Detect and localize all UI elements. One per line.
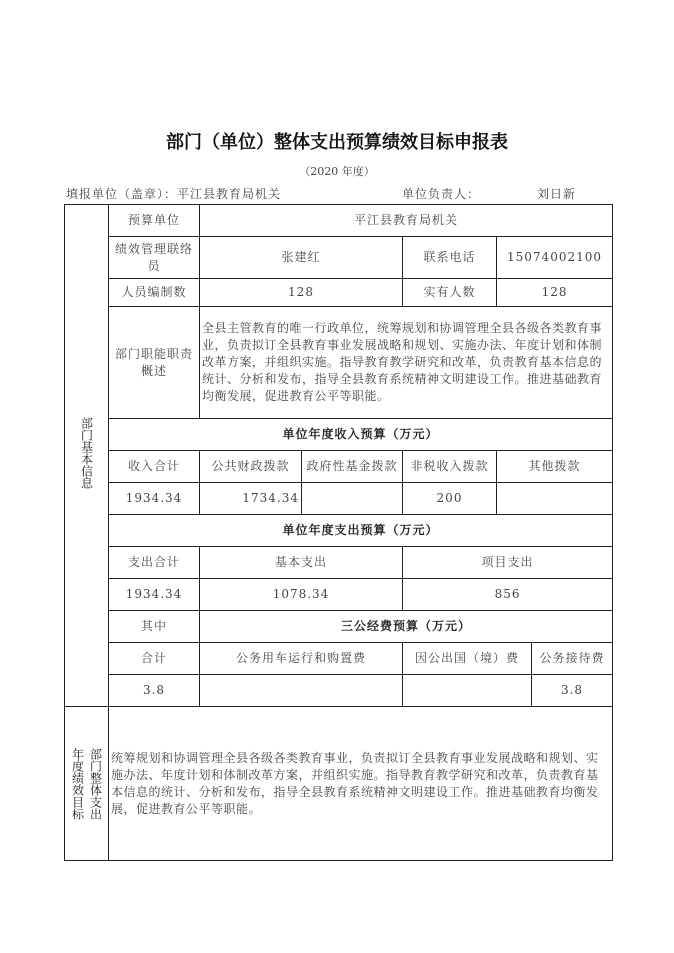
goal-label-outer: 部门整体支出 xyxy=(88,747,103,820)
actual-staff-label: 实有人数 xyxy=(403,279,497,307)
phone-value: 15074002100 xyxy=(497,237,613,279)
income-value xyxy=(302,483,403,515)
staff-quota-value: 128 xyxy=(200,279,403,307)
duties-text: 全县主管教育的唯一行政单位，统筹规划和协调管理全县各级各类教育事业，负责拟订全县教育事业发展战略和规划、实施办法、年度计划和体制改革方案，并组织实施。指导教育教学研究和改革，负责教育基本信息的统计、分析和发布，指导全县教育系统精神文明建设工作。推进基础教育均衡发展，促进教育公平等职能。 xyxy=(200,307,613,419)
three-public-header: 合计 xyxy=(109,643,200,675)
goal-label-inner: 年度绩效目标 xyxy=(70,747,85,820)
three-public-value: 3.8 xyxy=(532,675,613,707)
expense-header: 基本支出 xyxy=(200,547,403,579)
expense-header: 支出合计 xyxy=(109,547,200,579)
basic-info-section-label xyxy=(65,205,109,707)
filler-unit: 填报单位（盖章）：平江县教育局机关 xyxy=(66,187,282,201)
income-header: 政府性基金拨款 xyxy=(302,451,403,483)
income-value xyxy=(497,483,613,515)
income-header: 收入合计 xyxy=(109,451,200,483)
expense-value: 1078.34 xyxy=(200,579,403,611)
budget-unit-label: 预算单位 xyxy=(109,205,200,237)
of-which-label: 其中 xyxy=(109,611,200,643)
income-value: 1734.34 xyxy=(200,483,302,515)
income-value: 200 xyxy=(403,483,497,515)
budget-unit-value: 平江县教育局机关 xyxy=(200,205,613,237)
duties-label: 部门职能职责概述 xyxy=(109,307,200,419)
phone-label: 联系电话 xyxy=(403,237,497,279)
expense-title: 单位年度支出预算（万元） xyxy=(109,515,613,547)
three-public-title: 三公经费预算（万元） xyxy=(200,611,613,643)
income-value: 1934.34 xyxy=(109,483,200,515)
expense-value: 856 xyxy=(403,579,613,611)
three-public-value xyxy=(200,675,403,707)
income-header: 非税收入拨款 xyxy=(403,451,497,483)
three-public-header: 因公出国（境）费 xyxy=(403,643,532,675)
liaison-label: 绩效管理联络员 xyxy=(109,237,200,279)
liaison-value: 张建红 xyxy=(200,237,403,279)
budget-form-table xyxy=(64,204,613,861)
three-public-header: 公务用车运行和购置费 xyxy=(200,643,403,675)
goal-text: 统筹规划和协调管理全县各级各类教育事业，负责拟订全县教育事业发展战略和规划、实施办法、年度计划和体制改革方案，并组织实施。指导教育教学研究和改革，负责教育基本信息的统计、分析和发布，指导全县教育系统精神文明建设工作。推进基础教育均衡发展，促进教育公平等职能。 xyxy=(109,707,613,861)
income-header: 其他拨款 xyxy=(497,451,613,483)
three-public-value: 3.8 xyxy=(109,675,200,707)
staff-quota-label: 人员编制数 xyxy=(109,279,200,307)
three-public-header: 公务接待费 xyxy=(532,643,613,675)
income-title: 单位年度收入预算（万元） xyxy=(109,419,613,451)
leader-label: 单位负责人： xyxy=(402,187,481,201)
goal-section-label xyxy=(65,707,109,861)
form-year: （2020 年度） xyxy=(299,165,375,178)
three-public-value xyxy=(403,675,532,707)
form-title: 部门（单位）整体支出预算绩效目标申报表 xyxy=(166,132,508,153)
leader-name: 刘日新 xyxy=(537,187,577,201)
income-header: 公共财政拨款 xyxy=(200,451,302,483)
expense-header: 项目支出 xyxy=(403,547,613,579)
basic-info-label-text: 部门基本信息 xyxy=(79,417,94,489)
expense-value: 1934.34 xyxy=(109,579,200,611)
actual-staff-value: 128 xyxy=(497,279,613,307)
